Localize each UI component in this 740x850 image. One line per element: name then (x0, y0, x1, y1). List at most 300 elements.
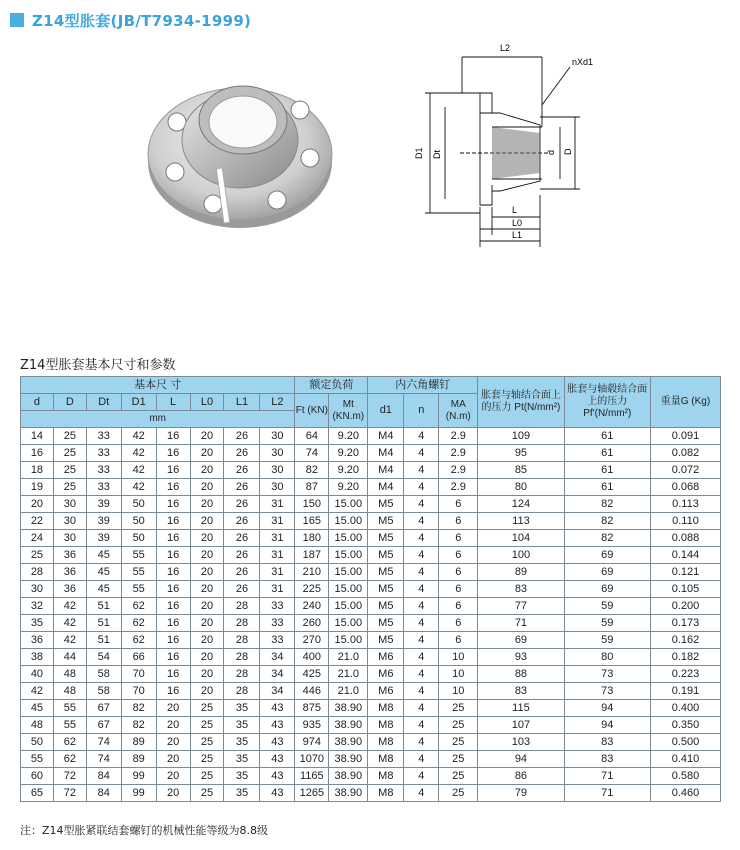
table-cell: 6 (439, 496, 478, 513)
table-cell: 25 (190, 700, 224, 717)
table-cell: 79 (478, 785, 564, 802)
table-cell: 0.113 (650, 496, 720, 513)
table-cell: 0.162 (650, 632, 720, 649)
table-cell: M8 (368, 700, 404, 717)
table-cell: 72 (53, 785, 86, 802)
table-cell: 67 (86, 700, 121, 717)
table-cell: 36 (53, 564, 86, 581)
table-cell: 33 (86, 462, 121, 479)
table-cell: 99 (121, 785, 156, 802)
table-row (21, 785, 721, 802)
label-L2: L2 (500, 43, 511, 53)
table-cell: 38.90 (329, 717, 368, 734)
table-cell: 4 (404, 462, 439, 479)
table-cell: 25 (53, 462, 86, 479)
table-cell: 16 (156, 632, 190, 649)
table-cell: 875 (295, 700, 329, 717)
table-cell: 35 (224, 717, 260, 734)
table-cell: 70 (121, 683, 156, 700)
group-hex-bolt: 内六角螺钉 (368, 377, 478, 394)
table-cell: M5 (368, 547, 404, 564)
label-nXd1: nXd1 (572, 57, 594, 67)
table-cell: 50 (21, 734, 54, 751)
table-cell: 25 (190, 768, 224, 785)
table-row (21, 581, 721, 598)
table-cell: 15.00 (329, 530, 368, 547)
table-cell: 6 (439, 564, 478, 581)
table-cell: 33 (86, 445, 121, 462)
table-cell: 38 (21, 649, 54, 666)
table-row (21, 564, 721, 581)
table-cell: 20 (190, 479, 224, 496)
table-cell: 55 (21, 751, 54, 768)
table-cell: 9.20 (329, 479, 368, 496)
table-cell: 32 (21, 598, 54, 615)
table-cell: 93 (478, 649, 564, 666)
table-cell: 94 (564, 700, 650, 717)
table-cell: 25 (190, 751, 224, 768)
table-cell: 80 (564, 649, 650, 666)
table-cell: M4 (368, 428, 404, 445)
table-cell: 6 (439, 547, 478, 564)
table-row (21, 462, 721, 479)
table-cell: 425 (295, 666, 329, 683)
table-cell: 33 (86, 428, 121, 445)
table-cell: 25 (439, 785, 478, 802)
table-cell: 20 (156, 785, 190, 802)
table-cell: 28 (224, 615, 260, 632)
table-cell: 9.20 (329, 428, 368, 445)
table-cell: 4 (404, 564, 439, 581)
table-cell: 20 (190, 615, 224, 632)
table-cell: 4 (404, 445, 439, 462)
table-cell: 16 (156, 649, 190, 666)
table-cell: 61 (564, 462, 650, 479)
table-cell: 18 (21, 462, 54, 479)
table-cell: 25 (190, 734, 224, 751)
table-cell: 15.00 (329, 513, 368, 530)
table-cell: 10 (439, 683, 478, 700)
table-cell: 73 (564, 666, 650, 683)
table-cell: 150 (295, 496, 329, 513)
table-cell: 74 (86, 734, 121, 751)
table-cell: 25 (439, 768, 478, 785)
table-cell: M8 (368, 785, 404, 802)
table-cell: 28 (224, 632, 260, 649)
table-cell: M4 (368, 462, 404, 479)
table-cell: 30 (53, 513, 86, 530)
table-cell: 165 (295, 513, 329, 530)
table-cell: 25 (439, 751, 478, 768)
table-cell: 2.9 (439, 428, 478, 445)
table-cell: 71 (478, 615, 564, 632)
header-D: D (53, 394, 86, 411)
table-cell: 39 (86, 513, 121, 530)
group-rated-load: 额定负荷 (295, 377, 368, 394)
table-cell: 43 (260, 700, 295, 717)
table-cell: 89 (121, 751, 156, 768)
table-cell: 62 (121, 632, 156, 649)
table-cell: 45 (86, 581, 121, 598)
table-cell: 35 (224, 751, 260, 768)
table-cell: 16 (156, 615, 190, 632)
table-cell: 240 (295, 598, 329, 615)
table-cell: 38.90 (329, 785, 368, 802)
table-cell: 15.00 (329, 564, 368, 581)
table-cell: 55 (53, 700, 86, 717)
table-cell: 35 (224, 768, 260, 785)
table-cell: 16 (156, 462, 190, 479)
table-cell: 85 (478, 462, 564, 479)
table-cell: 0.110 (650, 513, 720, 530)
table-cell: 16 (156, 564, 190, 581)
table-cell: 26 (224, 428, 260, 445)
table-cell: 26 (224, 564, 260, 581)
table-cell: 4 (404, 615, 439, 632)
table-cell: 30 (53, 530, 86, 547)
table-cell: 25 (439, 734, 478, 751)
table-cell: 0.410 (650, 751, 720, 768)
table-cell: 270 (295, 632, 329, 649)
table-cell: 26 (224, 445, 260, 462)
table-cell: 16 (156, 428, 190, 445)
table-cell: 100 (478, 547, 564, 564)
table-cell: 10 (439, 666, 478, 683)
table-cell: 16 (156, 530, 190, 547)
label-D: D (563, 148, 573, 155)
table-cell: 24 (21, 530, 54, 547)
table-cell: M6 (368, 666, 404, 683)
table-cell: 187 (295, 547, 329, 564)
table-cell: 64 (295, 428, 329, 445)
table-cell: 55 (121, 564, 156, 581)
header-L: L (156, 394, 190, 411)
table-cell: 0.460 (650, 785, 720, 802)
table-cell: 15.00 (329, 598, 368, 615)
table-cell: 43 (260, 785, 295, 802)
table-cell: 54 (86, 649, 121, 666)
table-cell: 109 (478, 428, 564, 445)
table-cell: M4 (368, 479, 404, 496)
table-cell: M8 (368, 717, 404, 734)
table-cell: 25 (53, 428, 86, 445)
table-cell: 69 (564, 547, 650, 564)
table-cell: 94 (478, 751, 564, 768)
table-cell: 42 (121, 479, 156, 496)
table-cell: 115 (478, 700, 564, 717)
table-cell: 71 (564, 785, 650, 802)
table-row (21, 530, 721, 547)
table-cell: 31 (260, 564, 295, 581)
table-cell: 0.173 (650, 615, 720, 632)
table-cell: 4 (404, 530, 439, 547)
table-row (21, 615, 721, 632)
header-n: n (404, 394, 439, 428)
table-cell: 20 (190, 462, 224, 479)
title-marker (10, 13, 24, 27)
header-pt: 胀套与轴结合面上的压力 Pt(N/mm²) (478, 377, 564, 428)
label-Dt: Dt (432, 150, 442, 159)
table-cell: 0.144 (650, 547, 720, 564)
table-cell: 0.350 (650, 717, 720, 734)
table-cell: 43 (260, 734, 295, 751)
table-cell: 66 (121, 649, 156, 666)
page-title (10, 11, 251, 29)
table-cell: 83 (478, 581, 564, 598)
table-cell: 935 (295, 717, 329, 734)
table-cell: 60 (21, 768, 54, 785)
table-cell: 44 (53, 649, 86, 666)
table-cell: 28 (21, 564, 54, 581)
table-cell: 38.90 (329, 751, 368, 768)
table-cell: 25 (439, 700, 478, 717)
table-cell: 82 (121, 700, 156, 717)
table-cell: 20 (156, 751, 190, 768)
table-cell: 31 (260, 581, 295, 598)
table-cell: 20 (156, 717, 190, 734)
table-cell: 4 (404, 581, 439, 598)
label-L0: L0 (512, 218, 523, 228)
table-cell: 50 (121, 513, 156, 530)
table-cell: 16 (156, 513, 190, 530)
table-cell: 25 (190, 785, 224, 802)
table-row (21, 717, 721, 734)
table-cell: 51 (86, 615, 121, 632)
table-cell: M5 (368, 615, 404, 632)
table-cell: 30 (21, 581, 54, 598)
table-cell: 15.00 (329, 632, 368, 649)
table-cell: 82 (564, 530, 650, 547)
table-cell: 71 (564, 768, 650, 785)
table-cell: 180 (295, 530, 329, 547)
table-cell: 22 (21, 513, 54, 530)
table-cell: 15.00 (329, 581, 368, 598)
header-unit-mm: mm (21, 411, 295, 428)
table-cell: 82 (564, 496, 650, 513)
table-cell: 74 (295, 445, 329, 462)
header-d1: d1 (368, 394, 404, 428)
table-cell: 6 (439, 581, 478, 598)
table-cell: 20 (190, 581, 224, 598)
table-cell: 61 (564, 428, 650, 445)
table-cell: M5 (368, 530, 404, 547)
table-cell: 16 (21, 445, 54, 462)
table-cell: 36 (53, 581, 86, 598)
table-cell: 84 (86, 768, 121, 785)
table-cell: M5 (368, 513, 404, 530)
table-cell: 4 (404, 717, 439, 734)
table-cell: 20 (156, 734, 190, 751)
table-cell: 73 (564, 683, 650, 700)
table-cell: 31 (260, 496, 295, 513)
table-cell: 74 (86, 751, 121, 768)
table-cell: M4 (368, 445, 404, 462)
table-cell: 25 (21, 547, 54, 564)
group-basic-dimensions: 基本尺 寸 (21, 377, 295, 394)
table-cell: 15.00 (329, 547, 368, 564)
table-cell: 21.0 (329, 683, 368, 700)
table-cell: 6 (439, 598, 478, 615)
table-cell: 26 (224, 462, 260, 479)
table-cell: 0.121 (650, 564, 720, 581)
table-cell: 26 (224, 513, 260, 530)
table-cell: 34 (260, 649, 295, 666)
table-cell: 0.223 (650, 666, 720, 683)
table-cell: M8 (368, 734, 404, 751)
table-cell: 14 (21, 428, 54, 445)
table-cell: 48 (53, 683, 86, 700)
table-cell: 0.082 (650, 445, 720, 462)
table-cell: 9.20 (329, 445, 368, 462)
table-cell: 6 (439, 615, 478, 632)
table-cell: 16 (156, 666, 190, 683)
table-cell: 82 (295, 462, 329, 479)
header-Mt: Mt (KN.m) (329, 394, 368, 428)
table-cell: 59 (564, 632, 650, 649)
table-cell: 4 (404, 700, 439, 717)
table-cell: 39 (86, 530, 121, 547)
table-cell: 42 (53, 615, 86, 632)
table-cell: 38.90 (329, 768, 368, 785)
table-cell: 20 (21, 496, 54, 513)
table-cell: 26 (224, 530, 260, 547)
table-cell: M6 (368, 683, 404, 700)
table-cell: 20 (190, 496, 224, 513)
table-cell: 43 (260, 751, 295, 768)
table-cell: 10 (439, 649, 478, 666)
table-cell: 0.200 (650, 598, 720, 615)
table-cell: 58 (86, 666, 121, 683)
table-cell: 260 (295, 615, 329, 632)
label-D1: D1 (414, 147, 424, 159)
table-cell: 1265 (295, 785, 329, 802)
table-cell: 51 (86, 632, 121, 649)
table-cell: 94 (564, 717, 650, 734)
table-cell: 42 (21, 683, 54, 700)
table-cell: 43 (260, 768, 295, 785)
header-d: d (21, 394, 54, 411)
table-cell: 20 (190, 445, 224, 462)
table-cell: 21.0 (329, 666, 368, 683)
table-cell: 0.500 (650, 734, 720, 751)
table-cell: 0.191 (650, 683, 720, 700)
table-cell: 0.068 (650, 479, 720, 496)
table-row (21, 632, 721, 649)
table-cell: 82 (564, 513, 650, 530)
table-cell: 4 (404, 649, 439, 666)
table-cell: 36 (21, 632, 54, 649)
table-cell: 69 (564, 581, 650, 598)
table-cell: 38.90 (329, 700, 368, 717)
table-cell: 30 (260, 462, 295, 479)
table-cell: 0.088 (650, 530, 720, 547)
table-cell: 20 (156, 768, 190, 785)
table-cell: 6 (439, 513, 478, 530)
table-cell: 34 (260, 666, 295, 683)
table-cell: 4 (404, 751, 439, 768)
table-cell: 4 (404, 428, 439, 445)
product-photo (145, 50, 345, 240)
table-row (21, 496, 721, 513)
table-cell: 61 (564, 445, 650, 462)
table-cell: 86 (478, 768, 564, 785)
table-cell: 72 (53, 768, 86, 785)
table-cell: 36 (53, 547, 86, 564)
table-row (21, 751, 721, 768)
table-cell: 65 (21, 785, 54, 802)
header-L1: L1 (224, 394, 260, 411)
header-L0: L0 (190, 394, 224, 411)
table-cell: 69 (564, 564, 650, 581)
table-cell: 69 (478, 632, 564, 649)
table-cell: 210 (295, 564, 329, 581)
table-cell: 9.20 (329, 462, 368, 479)
table-cell: 20 (190, 632, 224, 649)
table-row (21, 649, 721, 666)
table-row (21, 445, 721, 462)
table-cell: 83 (564, 734, 650, 751)
table-cell: 26 (224, 496, 260, 513)
label-L1: L1 (512, 230, 523, 240)
table-cell: 20 (190, 564, 224, 581)
table-cell: 45 (86, 564, 121, 581)
table-cell: 35 (21, 615, 54, 632)
table-cell: 19 (21, 479, 54, 496)
table-cell: 4 (404, 496, 439, 513)
header-weight: 重量G (Kg) (650, 377, 720, 428)
table-cell: 62 (53, 751, 86, 768)
table-row (21, 700, 721, 717)
table-cell: 4 (404, 479, 439, 496)
table-cell: 104 (478, 530, 564, 547)
table-cell: 62 (53, 734, 86, 751)
table-cell: 4 (404, 513, 439, 530)
table-cell: 35 (224, 785, 260, 802)
table-cell: 31 (260, 513, 295, 530)
label-L: L (512, 205, 518, 215)
table-cell: 124 (478, 496, 564, 513)
table-cell: 40 (21, 666, 54, 683)
table-cell: 0.400 (650, 700, 720, 717)
table-cell: 20 (190, 666, 224, 683)
header-MA: MA (N.m) (439, 394, 478, 428)
table-cell: 42 (121, 462, 156, 479)
table-cell: 77 (478, 598, 564, 615)
table-cell: 25 (190, 717, 224, 734)
table-row (21, 683, 721, 700)
table-cell: M5 (368, 598, 404, 615)
table-cell: M8 (368, 768, 404, 785)
table-row (21, 513, 721, 530)
header-Dt: Dt (86, 394, 121, 411)
table-cell: 2.9 (439, 479, 478, 496)
table-cell: 89 (478, 564, 564, 581)
header-pf: 胀套与轴毂结合面上的压力 Pf'(N/mm²) (564, 377, 650, 428)
table-cell: 30 (260, 428, 295, 445)
table-cell: 15.00 (329, 615, 368, 632)
table-cell: 0.580 (650, 768, 720, 785)
header-D1: D1 (121, 394, 156, 411)
table-cell: 4 (404, 734, 439, 751)
table-cell: 20 (190, 513, 224, 530)
label-d: d (546, 149, 556, 155)
table-cell: 55 (121, 581, 156, 598)
table-cell: 30 (260, 445, 295, 462)
table-cell: 28 (224, 598, 260, 615)
table-cell: 20 (156, 700, 190, 717)
table-cell: 67 (86, 717, 121, 734)
table-row (21, 479, 721, 496)
